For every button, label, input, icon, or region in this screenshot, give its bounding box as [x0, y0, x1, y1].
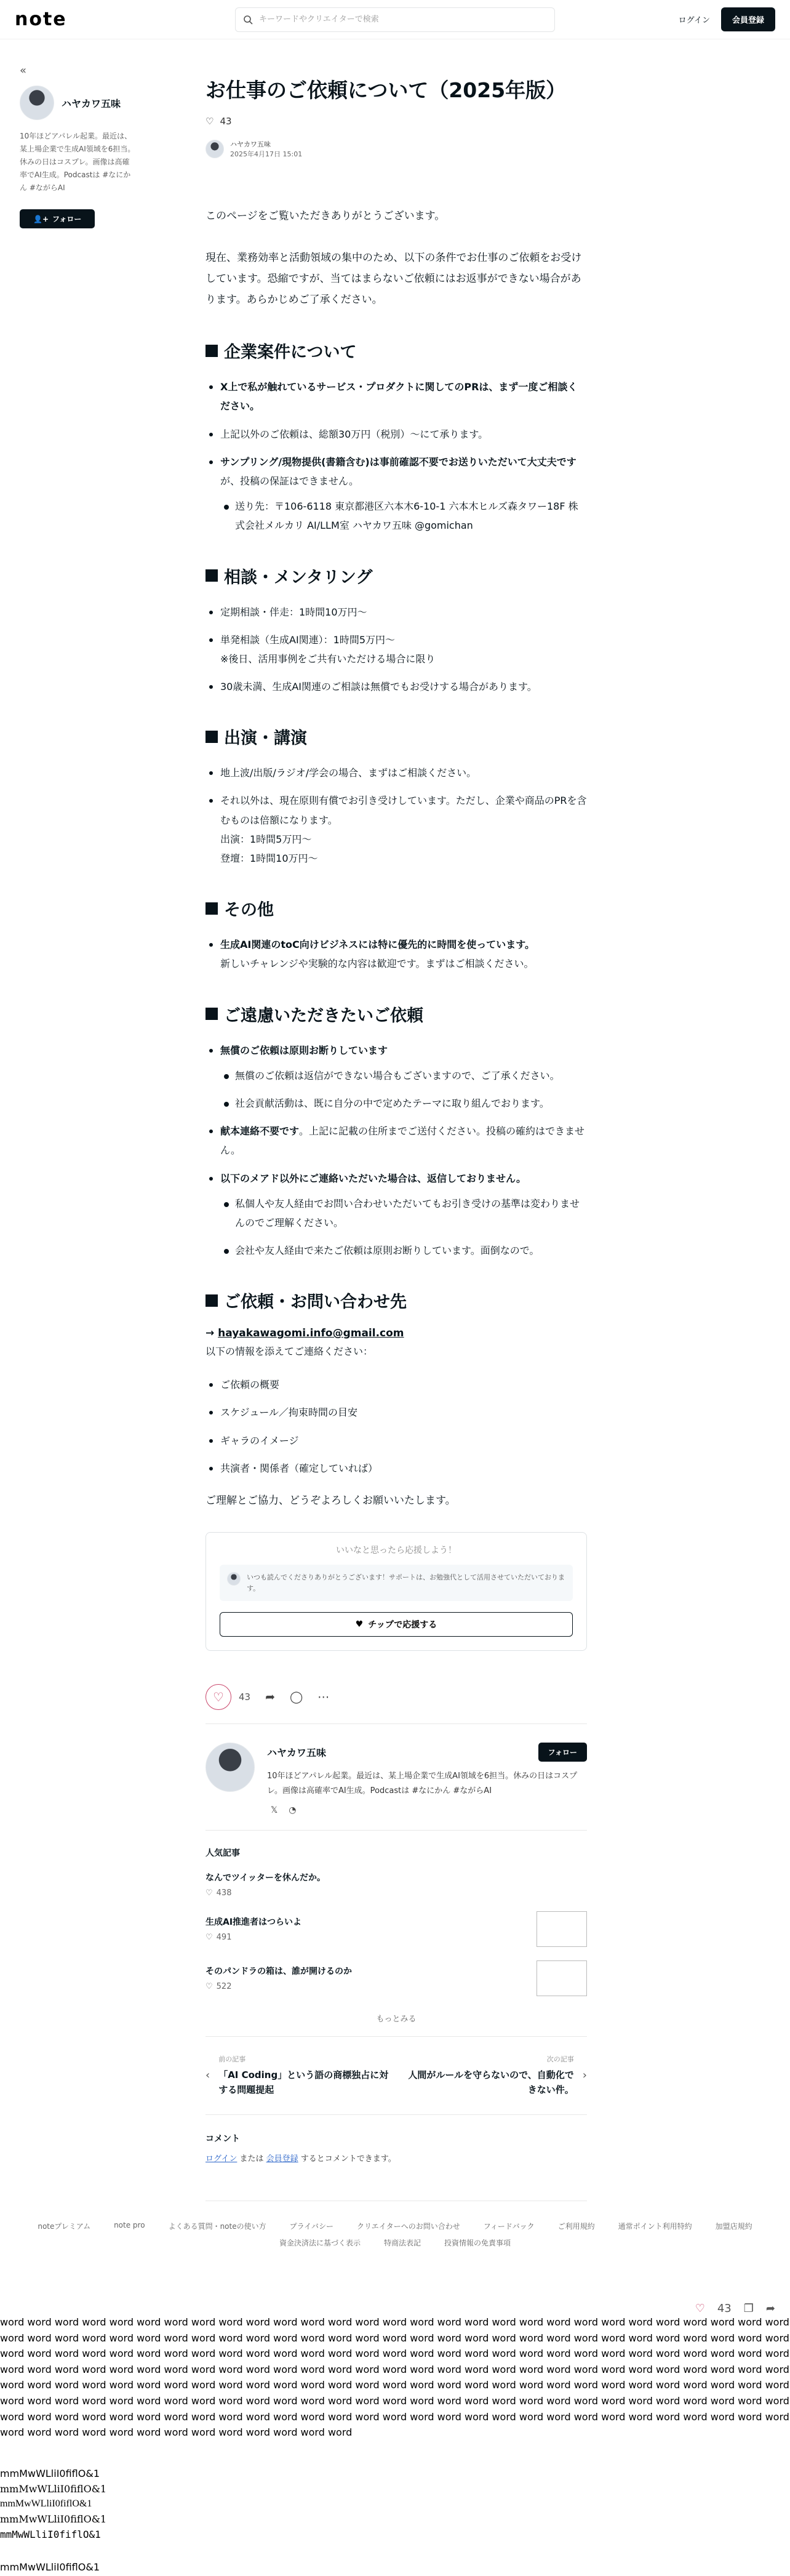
email-link[interactable]: hayakawagomi.info@gmail.com — [218, 1327, 404, 1340]
glyph-line: mmMwWLliI0fiflO&1 — [0, 2513, 107, 2526]
avatar[interactable] — [205, 1743, 255, 1792]
list-item: それ以外は、現在原則有償でお引き受けしています。ただし、企業や商品のPRを含むものは倍額になります。 出演：1時間5万円〜 登壇：1時間10万円〜 — [205, 791, 587, 868]
list-item[interactable]: なんでツイッターを休んだか。 ♡ 438 — [205, 1871, 587, 1898]
list-item: 生成AI関連のtoC向けビジネスには特に優先的に時間を使っています。 新しいチャレンジや実験的な内容は歓迎です。まずはご相談ください。 — [205, 935, 587, 973]
publish-date: 2025年4月17日 15:01 — [230, 150, 303, 159]
comment-heading: コメント — [205, 2133, 240, 2144]
footer-link[interactable]: よくある質問・noteの使い方 — [168, 2221, 266, 2231]
list-item: 定期相談・伴走：1時間10万円〜 — [205, 603, 587, 622]
sidebar-author-name[interactable]: ハヤカワ五味 — [62, 97, 121, 110]
square-bullet-icon — [205, 902, 218, 915]
popular-articles — [205, 1847, 587, 2037]
comment-login-link[interactable]: ログイン — [205, 2154, 237, 2164]
chevron-right-icon: › — [582, 2069, 587, 2082]
list-item: 30歳未満、生成AI関連のご相談は無償でもお受けする場合があります。 — [205, 677, 587, 696]
signup-button[interactable]: 会員登録 — [721, 7, 775, 31]
section-heading: その他 — [205, 896, 587, 920]
support-message: いつも読んでくださりありがとうございます！サポートは、お勉強代として活用させていただいております。 — [220, 1565, 573, 1601]
site-footer — [10, 2201, 780, 2277]
list-item: サンプリング/現物提供(書籍含む)は事前確認不要でお送りいただいて大丈夫ですが、投稿の保証はできません。 送り先：〒106-6118 東京都港区六本木6-10-1 六本木ヒルズ森タワー18F 株式会社メルカリ AI/LLM室 ハヤカワ五味 @gomichan — [205, 452, 587, 536]
glyph-line: mmMwWLliI0fiflO&1 — [0, 2482, 107, 2495]
glyph-line: mmMwWLliI0fiflO&1 — [0, 2561, 100, 2573]
list-item: 地上波/出版/ラジオ/学会の場合、まずはご相談ください。 — [205, 763, 587, 782]
heart-outline-icon: ♡ — [205, 1888, 213, 1898]
like-button[interactable] — [205, 1684, 231, 1710]
article-navigation — [205, 2037, 587, 2115]
tip-button[interactable]: ♥ チップで応援する — [220, 1612, 573, 1637]
comment-register-link[interactable]: 会員登録 — [266, 2154, 298, 2164]
glyph-line: mmMwWLliI0fiflO&1 — [0, 2498, 92, 2510]
page-title: お仕事のご依頼について（2025年版） — [205, 78, 567, 102]
more-link[interactable]: もっとみる — [205, 2010, 587, 2037]
author-card — [205, 1724, 587, 1831]
x-icon[interactable]: 𝕏 — [271, 1805, 278, 1815]
share-icon[interactable]: ➦ — [265, 1690, 276, 1704]
footer-link[interactable]: フィードバック — [483, 2221, 535, 2231]
comment-section — [205, 2115, 587, 2201]
footer-link[interactable]: クリエイターへのお問い合わせ — [357, 2221, 460, 2231]
list-item: X上で私が触れているサービス・プロダクトに関してのPRは、まず一度ご相談ください。 — [205, 377, 587, 415]
list-item: 送り先：〒106-6118 東京都港区六本木6-10-1 六本木ヒルズ森タワー18F 株式会社メルカリ AI/LLM室 ハヤカワ五味 @gomichan — [220, 497, 587, 535]
login-button[interactable]: ログイン — [679, 14, 710, 25]
search-icon — [243, 15, 253, 25]
support-box — [205, 1532, 587, 1651]
share-icon[interactable]: ➦ — [765, 2301, 775, 2315]
list-item: 会社や友人経由で来たご依頼は原則お断りしています。面倒なので。 — [220, 1241, 587, 1260]
floating-actions — [695, 2302, 775, 2315]
note-logo[interactable]: note — [15, 9, 67, 30]
square-bullet-icon — [205, 1008, 218, 1020]
section-heading: 出演・講演 — [205, 724, 587, 748]
glyph-samples — [0, 2466, 790, 2575]
list-item[interactable]: そのパンドラの箱は、誰が開けるのか ♡ 522 — [205, 1960, 587, 1996]
author-card-name[interactable]: ハヤカワ五味 — [267, 1747, 327, 1759]
list-item: 以下のメアド以外にご連絡いただいた場合は、返信しておりません。 私個人や友人経由でお問い合わせいただいてもお引き受けの基準は変わりませんのでご理解ください。 会社や友人経由で来たご依頼は原則お断りしています。面倒なので。 — [205, 1169, 587, 1261]
like-count: 43 — [239, 1691, 251, 1703]
meta-author-name[interactable]: ハヤカワ五味 — [230, 140, 271, 149]
next-article[interactable]: 次の記事 人間がルールを守らないので、自動化できない件。 › — [408, 2055, 587, 2095]
search-input[interactable] — [259, 15, 547, 24]
heart-outline-icon[interactable]: ♡ — [695, 2301, 705, 2315]
thumbnail[interactable] — [537, 1911, 587, 1947]
global-header — [0, 0, 790, 39]
author-card-bio: 10年ほどアパレル起業。最近は、某上場企業で生成AI領域を6担当。休みの日はコスプレ。画像は高確率でAI生成。Podcastは #なにかん #ながらAI — [267, 1772, 578, 1796]
search-box[interactable] — [235, 7, 555, 32]
sidebar-author-bio: 10年ほどアパレル起業。最近は、某上場企業で生成AI領域を6担当。休みの日はコスプレ。画像は高確率でAI生成。Podcastは #なにかん #ながらAI — [20, 132, 135, 192]
thumbnail[interactable] — [537, 1960, 587, 1996]
popular-title[interactable]: 生成AI推進者はつらいよ — [205, 1917, 302, 1928]
like-summary[interactable] — [205, 116, 587, 127]
footer-link[interactable]: ご利用規約 — [557, 2221, 595, 2231]
avatar[interactable] — [20, 86, 54, 120]
avatar — [227, 1572, 241, 1586]
avatar[interactable] — [205, 140, 224, 158]
corporate-list — [205, 377, 587, 535]
author-card-follow-button[interactable]: フォロー — [538, 1743, 587, 1762]
other-list — [205, 935, 587, 973]
square-bullet-icon — [205, 569, 218, 582]
section-heading: 企業案件について — [205, 339, 587, 363]
chevron-left-icon: ‹ — [205, 2069, 210, 2082]
article-actions — [205, 1684, 587, 1724]
footer-link[interactable]: 加盟店規約 — [715, 2221, 752, 2231]
section-heading: ご遠慮いただきたいご依頼 — [205, 1002, 587, 1026]
debug-text-area — [0, 2277, 790, 2575]
contact-items-list — [205, 1375, 587, 1478]
glyph-line: mmMwWLliI0fiflO&1 — [0, 2528, 101, 2540]
collapse-sidebar-icon[interactable]: « — [20, 64, 27, 77]
declined-list — [205, 1041, 587, 1261]
glyph-line: mmMwWLliI0fiflO&1 — [0, 2467, 100, 2479]
tip-heart-icon: ♥ — [355, 1619, 364, 1630]
article — [205, 64, 587, 2201]
footer-link[interactable]: 特商法表記 — [383, 2238, 421, 2247]
contact-email: → hayakawagomi.info@gmail.com — [205, 1327, 404, 1340]
heart-outline-icon: ♡ — [205, 1933, 213, 1943]
intro-paragraph: このページをご覧いただきありがとうございます。 — [205, 210, 445, 223]
list-item: 単発相談（生成AI関連）：1時間5万円〜 ※後日、活用事例をご共有いただける場合に限り — [205, 630, 587, 668]
section-heading: ご依頼・お問い合わせ先 — [205, 1288, 587, 1312]
footer-link[interactable]: note pro — [114, 2220, 145, 2229]
list-item: 共演者・関係者（確定していれば） — [205, 1459, 587, 1478]
article-meta — [205, 139, 587, 159]
author-sidebar — [0, 64, 205, 2201]
rss-icon[interactable]: ◔ — [289, 1805, 297, 1815]
sidebar-follow-button[interactable] — [20, 209, 95, 228]
bookmark-icon[interactable]: ❐ — [743, 2301, 754, 2315]
footer-link[interactable]: プライバシー — [289, 2221, 334, 2231]
list-item: 私個人や友人経由でお問い合わせいただいてもお引き受けの基準は変わりませんのでご理解ください。 — [220, 1194, 587, 1232]
list-item: 社会貢献活動は、既に自分の中で定めたテーマに取り組んでおります。 — [220, 1094, 587, 1113]
floating-like-count: 43 — [717, 2301, 732, 2315]
square-bullet-icon — [205, 345, 218, 357]
list-item: 無償のご依頼は返信ができない場合もございますので、ご了承ください。 — [220, 1066, 587, 1085]
comment-prompt: ログイン または 会員登録 するとコメントできます。 — [205, 2154, 396, 2164]
list-item: 無償のご依頼は原則お断りしています 無償のご依頼は返信ができない場合もございますので、ご了承ください。 社会貢献活動は、既に自分の中で定めたテーマに取り組んでおります。 — [205, 1041, 587, 1113]
notice-paragraph: 現在、業務効率と活動領域の集中のため、以下の条件でお仕事のご依頼をお受けしています。恐縮ですが、当てはまらないご依頼にはお返事ができない場合があります。あらかじめご了承ください。 — [205, 252, 582, 307]
contact-lead: 以下の情報を添えてご連絡ください： — [205, 1346, 373, 1358]
person-add-icon: 👤+ — [33, 214, 49, 223]
popular-title[interactable]: なんでツイッターを休んだか。 — [205, 1872, 326, 1883]
section-heading: 相談・メンタリング — [205, 564, 587, 588]
popular-heading: 人気記事 — [205, 1848, 240, 1858]
list-item: ギャラのイメージ — [205, 1431, 587, 1450]
footer-link[interactable]: noteプレミアム — [38, 2221, 91, 2231]
heart-icon: ♡ — [213, 1690, 224, 1705]
square-bullet-icon — [205, 731, 218, 743]
square-bullet-icon — [205, 1294, 218, 1307]
popular-title[interactable]: そのパンドラの箱は、誰が開けるのか — [205, 1967, 352, 1977]
list-item: 献本連絡不要です。上記に記載の住所までご送付ください。投稿の確約はできません。 — [205, 1121, 587, 1160]
follow-label: フォロー — [52, 215, 82, 223]
consulting-list — [205, 603, 587, 697]
appearance-list — [205, 763, 587, 868]
closing-paragraph: ご理解とご協力、どうぞよろしくお願いいたします。 — [205, 1495, 456, 1507]
heart-outline-icon: ♡ — [205, 1982, 213, 1992]
list-item: 上記以外のご依頼は、総額30万円（税別）〜にて承ります。 — [205, 425, 587, 444]
list-item: スケジュール／拘束時間の目安 — [205, 1403, 587, 1422]
list-item: ご依頼の概要 — [205, 1375, 587, 1394]
footer-link[interactable]: 投資情報の免責事項 — [444, 2238, 511, 2247]
heart-outline-icon: ♡ — [205, 116, 214, 127]
footer-link[interactable]: 資金決済法に基づく表示 — [279, 2238, 361, 2247]
more-icon[interactable]: ⋯ — [317, 1690, 330, 1704]
support-heading: いいなと思ったら応援しよう！ — [336, 1546, 457, 1555]
list-item[interactable]: 生成AI推進者はつらいよ ♡ 491 — [205, 1911, 587, 1947]
word-filler-text: word word word word word word word word word word word word word word word word word word word word word word word word word word word word word word word word word word word word word word word word word word word word word word word word word word word word word word word word word word word word word word word word word word word word word word word word word word word word word word word word word word word word word word word word word word word word word word word word word word word word word word word word word word word word word word word word word word word word word word word word word word word word word word word word word word word word word word word word word word word word word word word word word word word word word word word word word word word word word word word word word word word word word word word word word word word word word word word word word word word word word word word word word word word word word word word word word word word word word word word word word word word word word word word word word word word word word word word word — [0, 2316, 789, 2439]
footer-link[interactable]: 通常ポイント利用特約 — [618, 2221, 692, 2231]
prev-article[interactable]: ‹ 前の記事 「AI Coding」という語の商標独占に対する問題提起 — [205, 2055, 389, 2095]
like-count: 43 — [220, 116, 232, 127]
comment-icon[interactable]: ◯ — [290, 1690, 303, 1704]
